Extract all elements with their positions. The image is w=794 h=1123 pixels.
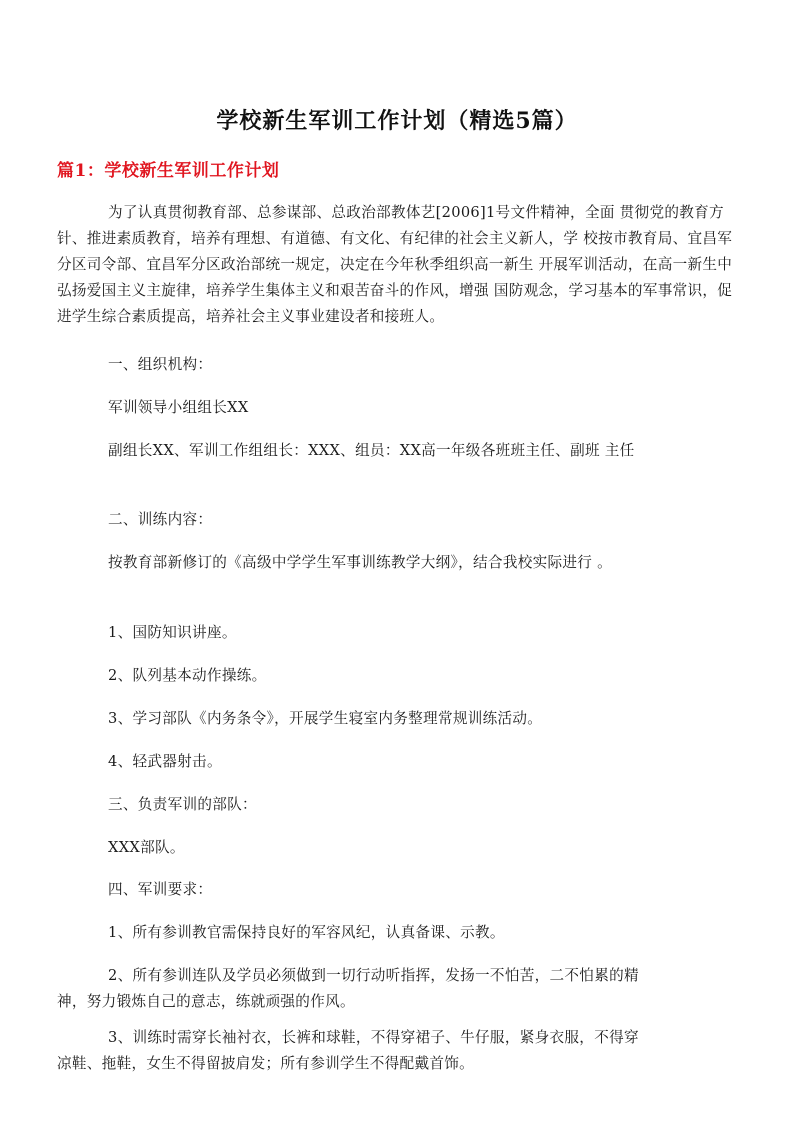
training-intro: 按教育部新修订的《高级中学学生军事训练教学大纲》，结合我校实际进行 。 [108,554,613,571]
heading-organization: 一、组织机构： [108,356,213,373]
heading-training-content: 二、训练内容： [108,511,213,528]
training-item-4: 4、轻武器射击。 [108,753,222,770]
requirement-1: 1、所有参训教官需保持良好的军容风纪，认真备课、示教。 [108,924,505,941]
heading-requirements: 四、军训要求： [108,881,213,898]
org-leader: 军训领导小组组长XX [108,399,249,416]
troops-unit: XXX部队。 [108,839,185,856]
training-item-1: 1、国防知识讲座。 [108,624,237,641]
intro-paragraph: 为了认真贯彻教育部、总参谋部、总政治部教体艺[2006]1号文件精神，全面 贯彻党的教育方针、推进素质教育，培养有理想、有道德、有文化、有纪律的社会主义新人，学 校按市教育局、宜昌军分区司令部、宜昌军分区政治部统一规定，决定在今年秋季组织高一新生 开展军训活动，在高一新生中弘扬爱国主义主旋律，培养学生集体主义和艰苦奋斗的作风，增强 国防观念，学习基本的军事常识，促进学生综合素质提高，培养社会主义事业建设者和接班人。 [57,204,733,325]
section-heading: 篇1：学校新生军训工作计划 [57,161,280,181]
requirement-3: 3、训练时需穿长袖衬衣，长裤和球鞋，不得穿裙子、牛仔服，紧身衣服，不得穿凉鞋、拖鞋，女生不得留披肩发；所有参训学生不得配戴首饰。 [57,1029,639,1072]
training-item-2: 2、队列基本动作操练。 [108,667,267,684]
document-title: 学校新生军训工作计划（精选5篇） [216,108,578,134]
requirement-2: 2、所有参训连队及学员必须做到一切行动听指挥，发扬一不怕苦，二不怕累的精神，努力锻炼自己的意志，练就顽强的作风。 [57,967,639,1010]
training-item-3: 3、学习部队《内务条令》，开展学生寝室内务整理常规训练活动。 [108,710,543,727]
org-members: 副组长XX、军训工作组组长：XXX、组员：XX高一年级各班班主任、副班 主任 [108,442,635,459]
heading-troops: 三、负责军训的部队： [108,796,257,813]
